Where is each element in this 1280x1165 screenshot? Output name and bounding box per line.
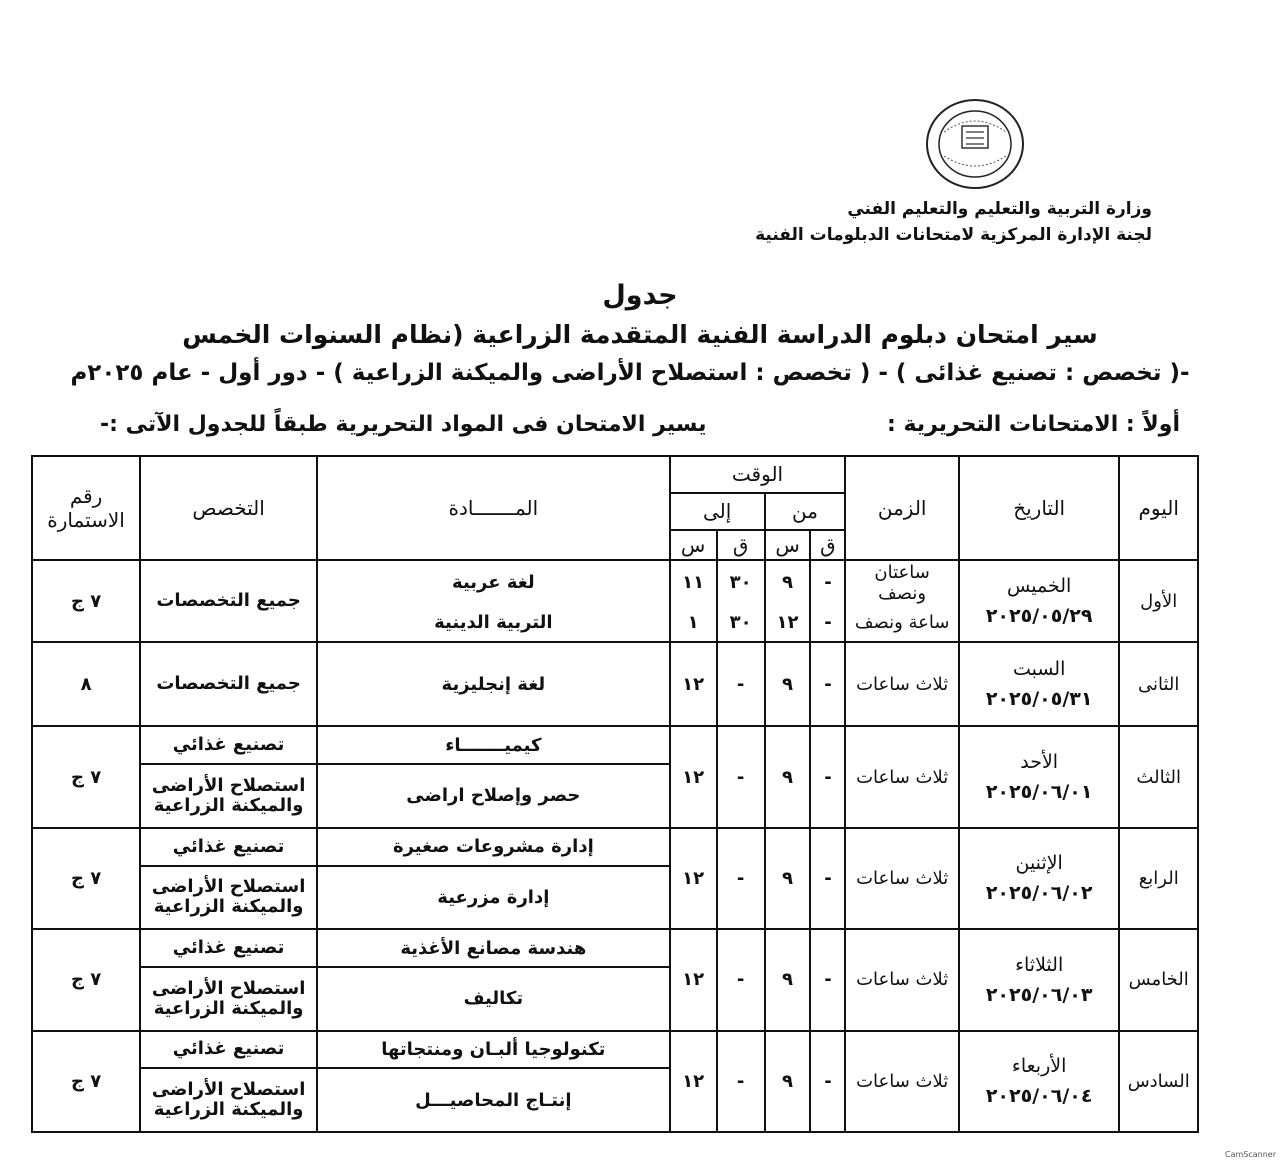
- row-duration: ثلاث ساعات: [845, 726, 959, 827]
- row-weekday: السبت: [1012, 658, 1066, 681]
- written-exams-text: يسير الامتحان فى المواد التحريرية طبقاً للجدول الآتى :-: [100, 412, 707, 437]
- row-date: [959, 828, 1119, 929]
- row-form-no: ٧ ج: [32, 560, 140, 642]
- row-date: [959, 726, 1119, 827]
- row-specialization: تصنيع غذائي: [140, 1031, 317, 1069]
- row-form-no: ٧ ج: [32, 1031, 140, 1132]
- row-from-q: -: [810, 604, 845, 642]
- row-date: [959, 929, 1119, 1030]
- row-from-s: ١٢: [765, 604, 811, 642]
- row-date: [959, 560, 1119, 642]
- col-day: اليوم: [1119, 456, 1198, 560]
- row-day: الثانى: [1119, 642, 1198, 726]
- col-subject: المـــــــادة: [317, 456, 670, 560]
- specialization-line: -( تخصص : تصنيع غذائى ) - ( تخصص : استصلاح الأراضى والميكنة الزراعية ) - دور أول - عام ٢٠٢٥م: [70, 360, 1190, 386]
- row-specialization: استصلاح الأراضى والميكنة الزراعية: [140, 764, 317, 828]
- page-title: جدول: [602, 280, 678, 311]
- row-to-q: -: [717, 929, 765, 1030]
- row-duration: ثلاث ساعات: [845, 828, 959, 929]
- row-subject: التربية الدينية: [317, 604, 670, 642]
- row-to-s: ١١: [670, 560, 717, 604]
- row-from-s: ٩: [765, 642, 811, 726]
- row-subject: حصر وإصلاح اراضى: [317, 764, 670, 828]
- row-specialization: استصلاح الأراضى والميكنة الزراعية: [140, 866, 317, 930]
- col-date: التاريخ: [959, 456, 1119, 560]
- row-day: الخامس: [1119, 929, 1198, 1030]
- row-from-q: -: [810, 1031, 845, 1132]
- row-duration: ثلاث ساعات: [845, 929, 959, 1030]
- row-from-q: -: [810, 929, 845, 1030]
- table-row: [32, 560, 1198, 604]
- row-duration: ثلاث ساعات: [845, 1031, 959, 1132]
- row-specialization: تصنيع غذائي: [140, 929, 317, 967]
- table-row: [32, 642, 1198, 726]
- row-date-value: ٢٠٢٥/٠٦/٠٤: [985, 1085, 1093, 1108]
- col-duration: الزمن: [845, 456, 959, 560]
- col-to: إلى: [670, 493, 765, 530]
- row-weekday: الأحد: [1020, 751, 1059, 774]
- row-from-q: -: [810, 642, 845, 726]
- row-weekday: الإثنين: [1015, 852, 1063, 875]
- row-specialization: استصلاح الأراضى والميكنة الزراعية: [140, 1068, 317, 1132]
- row-day: الثالث: [1119, 726, 1198, 827]
- col-from-s: س: [765, 530, 811, 561]
- row-to-q: -: [717, 1031, 765, 1132]
- row-from-q: -: [810, 726, 845, 827]
- row-weekday: الثلاثاء: [1015, 953, 1064, 976]
- row-from-s: ٩: [765, 560, 811, 604]
- row-specialization: جميع التخصصات: [140, 560, 317, 642]
- exam-title: سير امتحان دبلوم الدراسة الفنية المتقدمة الزراعية (نظام السنوات الخمس: [182, 320, 1098, 349]
- row-subject: تكنولوجيا ألبـان ومنتجاتها: [317, 1031, 670, 1069]
- col-from: من: [765, 493, 846, 530]
- row-to-q: -: [717, 642, 765, 726]
- row-date-value: ٢٠٢٥/٠٦/٠٣: [985, 983, 1093, 1006]
- row-day: الأول: [1119, 560, 1198, 642]
- row-to-s: ١٢: [670, 929, 717, 1030]
- row-specialization: استصلاح الأراضى والميكنة الزراعية: [140, 967, 317, 1031]
- table-row: [32, 828, 1198, 866]
- row-form-no: ٨: [32, 642, 140, 726]
- row-form-no: ٧ ج: [32, 929, 140, 1030]
- row-to-q: -: [717, 828, 765, 929]
- row-to-q: -: [717, 726, 765, 827]
- row-from-q: -: [810, 828, 845, 929]
- row-date-value: ٢٠٢٥/٠٥/٢٩: [985, 605, 1093, 628]
- row-subject: تكاليف: [317, 967, 670, 1031]
- committee-name: لجنة الإدارة المركزية لامتحانات الدبلومات الفنية: [755, 225, 1152, 245]
- row-subject: إدارة مشروعات صغيرة: [317, 828, 670, 866]
- row-form-no: ٧ ج: [32, 726, 140, 827]
- table-header-row: [32, 456, 1198, 493]
- row-date: [959, 1031, 1119, 1132]
- col-to-s: س: [670, 530, 717, 561]
- col-to-q: ق: [717, 530, 765, 561]
- row-date-value: ٢٠٢٥/٠٥/٣١: [985, 688, 1093, 711]
- col-from-q: ق: [810, 530, 845, 561]
- ministry-name: وزارة التربية والتعليم والتعليم الفني: [847, 199, 1152, 219]
- row-to-s: ١٢: [670, 726, 717, 827]
- exam-schedule-table: [31, 455, 1199, 1133]
- row-subject: إدارة مزرعية: [317, 866, 670, 930]
- row-duration: ساعة ونصف: [845, 604, 959, 642]
- row-to-q: ٣٠: [717, 560, 765, 604]
- row-subject: هندسة مصانع الأغذية: [317, 929, 670, 967]
- row-from-s: ٩: [765, 726, 811, 827]
- row-from-s: ٩: [765, 1031, 811, 1132]
- row-to-s: ١٢: [670, 1031, 717, 1132]
- row-duration: ساعتان ونصف: [845, 560, 959, 604]
- row-specialization: تصنيع غذائي: [140, 828, 317, 866]
- row-to-s: ١٢: [670, 642, 717, 726]
- row-subject: لغة إنجليزية: [317, 642, 670, 726]
- col-specialization: التخصص: [140, 456, 317, 560]
- row-date-value: ٢٠٢٥/٠٦/٠١: [985, 781, 1093, 804]
- row-from-q: -: [810, 560, 845, 604]
- row-specialization: جميع التخصصات: [140, 642, 317, 726]
- table-row: [32, 726, 1198, 764]
- row-subject: كيميـــــــاء: [317, 726, 670, 764]
- row-form-no: ٧ ج: [32, 828, 140, 929]
- row-from-s: ٩: [765, 929, 811, 1030]
- table-row: [32, 1031, 1198, 1069]
- row-to-s: ١: [670, 604, 717, 642]
- row-to-s: ١٢: [670, 828, 717, 929]
- row-duration: ثلاث ساعات: [845, 642, 959, 726]
- ministry-header: [755, 196, 1152, 248]
- row-subject: إنتـاج المحاصيـــل: [317, 1068, 670, 1132]
- written-exams-label: أولاً : الامتحانات التحريرية :: [887, 412, 1180, 437]
- row-day: الرابع: [1119, 828, 1198, 929]
- table-row: [32, 929, 1198, 967]
- col-form-no: رقم الاستمارة: [32, 456, 140, 560]
- row-to-q: ٣٠: [717, 604, 765, 642]
- written-exams-line: [100, 412, 1180, 437]
- row-date: [959, 642, 1119, 726]
- row-specialization: تصنيع غذائي: [140, 726, 317, 764]
- scanner-watermark: CamScanner: [1224, 1150, 1276, 1159]
- ministry-seal-logo: [924, 96, 1026, 192]
- row-from-s: ٩: [765, 828, 811, 929]
- row-date-value: ٢٠٢٥/٠٦/٠٢: [985, 882, 1093, 905]
- row-subject: لغة عربية: [317, 560, 670, 604]
- row-weekday: الأربعاء: [1011, 1055, 1067, 1078]
- row-day: السادس: [1119, 1031, 1198, 1132]
- col-time: الوقت: [670, 456, 846, 493]
- row-weekday: الخميس: [1007, 575, 1072, 598]
